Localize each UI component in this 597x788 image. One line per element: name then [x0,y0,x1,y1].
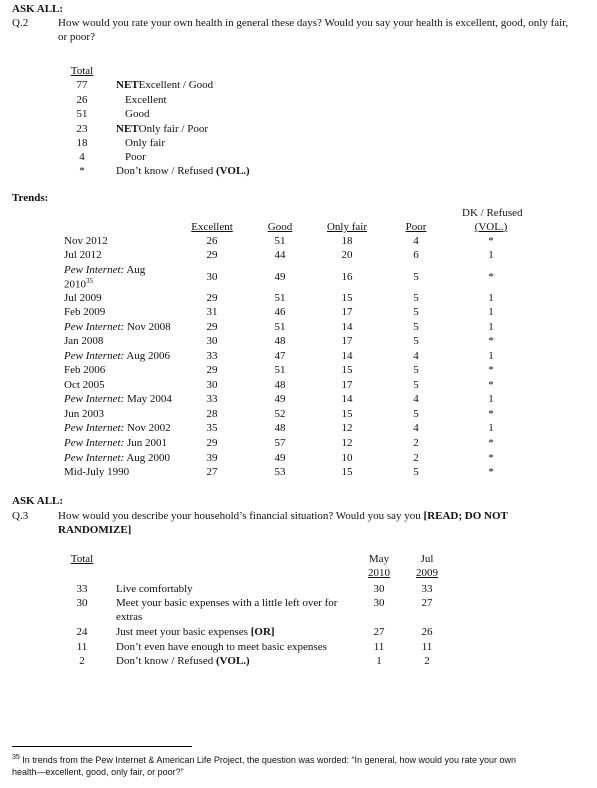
trend-excellent: 33 [206,350,218,362]
trend-row-date [64,437,167,449]
date-text: Aug 2006 [124,350,171,362]
trend-dk: * [488,379,494,391]
row-label-text: Excellent / Good [138,79,214,91]
date-text: Jun 2001 [124,437,167,449]
trend-row-date [64,422,171,434]
trend-poor: 5 [413,292,419,304]
trend-poor: 4 [413,235,419,247]
q3-row-may: 30 [373,583,385,595]
footnote-line1 [12,754,516,765]
trend-row-date [64,292,102,304]
trend-poor: 2 [413,452,419,464]
trend-poor: 5 [413,466,419,478]
q3-row-label [116,641,327,653]
source-prefix: Pew Internet: [64,437,125,449]
row-label-text: Just meet your basic expenses [116,626,251,638]
trend-row-date [64,379,105,391]
trend-poor: 5 [413,364,419,376]
q3-question-text: How would you describe your household’s financial situation? Would you say you [58,510,424,522]
trend-row-date [64,350,170,362]
source-prefix: Pew Internet: [64,350,125,362]
q2-question-line1: How would you rate your own health in general these days? Would you say your health is excellent, good, only fair, [58,17,569,29]
net-label: NET [116,79,139,91]
q3-row-may: 1 [376,655,382,667]
trend-row-date [64,249,102,261]
trend-excellent: 30 [206,379,218,391]
source-prefix: Pew Internet: [64,264,125,276]
trend-row-date [64,264,145,276]
q3-row-jul: 26 [421,626,433,638]
q2-number: Q.2 [12,17,29,29]
footnote-line2: health—excellent, good, only fair, or poor?” [12,767,184,777]
q3-row-jul: 2 [424,655,430,667]
q3-row-total: 2 [79,655,85,667]
q2-question-line2: or poor? [58,31,95,43]
source-prefix: Pew Internet: [64,321,125,333]
row-label-text: Live comfortably [116,583,193,595]
date-text: Feb 2006 [64,364,106,376]
q3-row-total: 30 [76,597,88,609]
q2-row-value: * [79,165,85,177]
trend-row-date [64,452,170,464]
footnote-text: In trends from the Pew Internet & American Life Project, the question was worded: “In general, how would you rate your own [19,755,517,765]
q2-row-label [125,151,146,163]
row-label-text: Good [125,108,150,120]
q3-question-line1 [58,510,508,522]
q2-row-label [116,165,250,177]
row-label-text: Poor [125,151,146,163]
net-label: NET [116,123,139,135]
trend-poor: 4 [413,422,419,434]
trend-only-fair: 20 [341,249,353,261]
trend-row-date [64,235,108,247]
trend-row-date [64,408,104,420]
trend-poor: 5 [413,379,419,391]
q3-row-label [116,583,193,595]
trend-excellent: 35 [206,422,218,434]
q2-row-value: 23 [76,123,88,135]
trend-excellent: 30 [206,335,218,347]
trend-good: 44 [274,249,286,261]
trend-good: 48 [274,379,286,391]
q2-row-value: 26 [76,94,88,106]
date-text: May 2004 [124,393,172,405]
q3-row-label [116,597,337,609]
trend-dk: * [488,364,494,376]
q3-question-line2: RANDOMIZE] [58,524,132,536]
trend-excellent: 28 [206,408,218,420]
row-label-text: Only fair [125,137,166,149]
date-text: Nov 2002 [124,422,171,434]
trend-good: 51 [274,292,286,304]
q2-row-value: 77 [76,79,88,91]
trend-good: 49 [274,271,286,283]
q3-row-label-cont: extras [116,611,143,623]
q3-row-may: 30 [373,597,385,609]
trend-poor: 2 [413,437,419,449]
date-text: Nov 2008 [124,321,171,333]
trend-poor: 5 [413,321,419,333]
trend-good: 48 [274,335,286,347]
header-poor: Poor [405,221,427,233]
trend-excellent: 27 [206,466,218,478]
trend-excellent: 29 [206,364,218,376]
trend-good: 57 [274,437,286,449]
q3-read-instruction: [READ; DO NOT [423,510,508,522]
trend-poor: 5 [413,408,419,420]
header-only-fair: Only fair [326,221,367,233]
vol-label: (VOL.) [216,165,250,177]
q3-total-header: Total [70,553,94,565]
trend-dk: 1 [488,422,494,434]
trend-dk: * [488,271,494,283]
date-text: Feb 2009 [64,306,106,318]
date-text: Jul 2009 [64,292,102,304]
trend-good: 48 [274,422,286,434]
trend-row-date [64,335,103,347]
q3-row-may: 27 [373,626,385,638]
header-excellent: Excellent [191,221,233,233]
trend-good: 49 [274,393,286,405]
date-text: Aug 2000 [124,452,171,464]
trend-only-fair: 17 [341,379,353,391]
q3-col1-line1: May [368,553,390,565]
trend-row-date-cont [64,277,93,291]
row-label-text: Don’t know / Refused [116,165,217,177]
q3-row-label [116,626,275,638]
trend-good: 51 [274,321,286,333]
q3-ask-label: ASK ALL: [12,495,64,507]
date-text: Mid-July 1990 [64,466,130,478]
trend-excellent: 26 [206,235,218,247]
trend-poor: 5 [413,271,419,283]
date-text: Oct 2005 [64,379,105,391]
trend-only-fair: 10 [341,452,353,464]
date-text: Jun 2003 [64,408,105,420]
q3-row-total: 24 [76,626,88,638]
trend-row-date [64,321,171,333]
trend-excellent: 29 [206,249,218,261]
q2-row-label [116,79,213,91]
header-good: Good [267,221,293,233]
trend-excellent: 29 [206,321,218,333]
row-label-text: Don’t know / Refused [116,655,217,667]
row-label-text: Don’t even have enough to meet basic expenses [116,641,327,653]
date-text: Aug [124,264,146,276]
row-label-text: Excellent [125,94,167,106]
trend-dk: * [488,452,494,464]
q3-col2-line2: 2009 [416,567,438,579]
q3-row-total: 11 [76,641,88,653]
footnote-ref: 35 [86,277,93,285]
trend-good: 49 [274,452,286,464]
trend-good: 52 [274,408,286,420]
trend-poor: 6 [413,249,419,261]
trend-good: 47 [274,350,286,362]
footnote-divider [12,746,192,747]
trend-row-date [64,306,105,318]
q3-row-jul: 33 [421,583,433,595]
trend-only-fair: 15 [341,364,353,376]
trend-poor: 5 [413,335,419,347]
trend-dk: 1 [488,292,494,304]
q2-ask-label: ASK ALL: [12,3,64,15]
trend-only-fair: 15 [341,292,353,304]
q3-row-label [116,655,250,667]
source-prefix: Pew Internet: [64,422,125,434]
trend-dk: 1 [488,393,494,405]
trend-only-fair: 15 [341,466,353,478]
row-label-bold: [OR] [250,626,275,638]
trend-excellent: 39 [206,452,218,464]
trend-only-fair: 17 [341,306,353,318]
q3-row-may: 11 [373,641,385,653]
q3-row-total: 33 [76,583,88,595]
header-dk-line1: DK / Refused [462,207,523,219]
q3-row-jul: 27 [421,597,433,609]
trend-only-fair: 16 [341,271,353,283]
trend-only-fair: 12 [341,437,353,449]
trend-good: 53 [274,466,286,478]
q3-number: Q.3 [12,510,29,522]
trends-heading: Trends: [12,192,49,204]
trend-dk: * [488,235,494,247]
q2-row-value: 4 [79,151,85,163]
footnote-number: 35 [12,754,20,761]
trend-excellent: 31 [206,306,218,318]
q3-row-jul: 11 [421,641,433,653]
trend-only-fair: 17 [341,335,353,347]
trend-only-fair: 12 [341,422,353,434]
trend-excellent: 30 [206,271,218,283]
q2-row-label [116,123,208,135]
trend-good: 51 [274,364,286,376]
trend-only-fair: 18 [341,235,353,247]
trend-dk: * [488,437,494,449]
q2-row-label [125,94,167,106]
trend-poor: 5 [413,306,419,318]
trend-only-fair: 15 [341,408,353,420]
q2-row-value: 18 [76,137,88,149]
trend-good: 46 [274,306,286,318]
source-prefix: Pew Internet: [64,452,125,464]
trend-only-fair: 14 [341,350,353,362]
row-label-text: Meet your basic expenses with a little left over for [116,597,338,609]
trend-dk: 1 [488,350,494,362]
trend-dk: * [488,408,494,420]
trend-row-date [64,393,172,405]
trend-dk: * [488,466,494,478]
trend-dk: * [488,335,494,347]
date-text: Jan 2008 [64,335,104,347]
date-text: Jul 2012 [64,249,102,261]
q2-total-header: Total [70,65,94,77]
trend-row-date [64,466,129,478]
trend-only-fair: 14 [341,393,353,405]
date-text: Nov 2012 [64,235,108,247]
q3-col2-line1: Jul [420,553,434,565]
header-dk-line2: (VOL.) [474,221,508,233]
source-prefix: Pew Internet: [64,393,125,405]
trend-poor: 4 [413,393,419,405]
trend-dk: 1 [488,321,494,333]
q2-row-label [125,108,149,120]
q2-row-label [125,137,165,149]
trend-good: 51 [274,235,286,247]
date-text: 2010 [64,278,86,291]
trend-only-fair: 14 [341,321,353,333]
trend-excellent: 33 [206,393,218,405]
q2-row-value: 51 [76,108,88,120]
trend-dk: 1 [488,249,494,261]
row-label-text: Only fair / Poor [138,123,208,135]
q3-col1-line2: 2010 [368,567,390,579]
row-label-bold: (VOL.) [216,655,250,667]
trend-excellent: 29 [206,292,218,304]
trend-excellent: 29 [206,437,218,449]
trend-row-date [64,364,105,376]
trend-dk: 1 [488,306,494,318]
trend-poor: 4 [413,350,419,362]
